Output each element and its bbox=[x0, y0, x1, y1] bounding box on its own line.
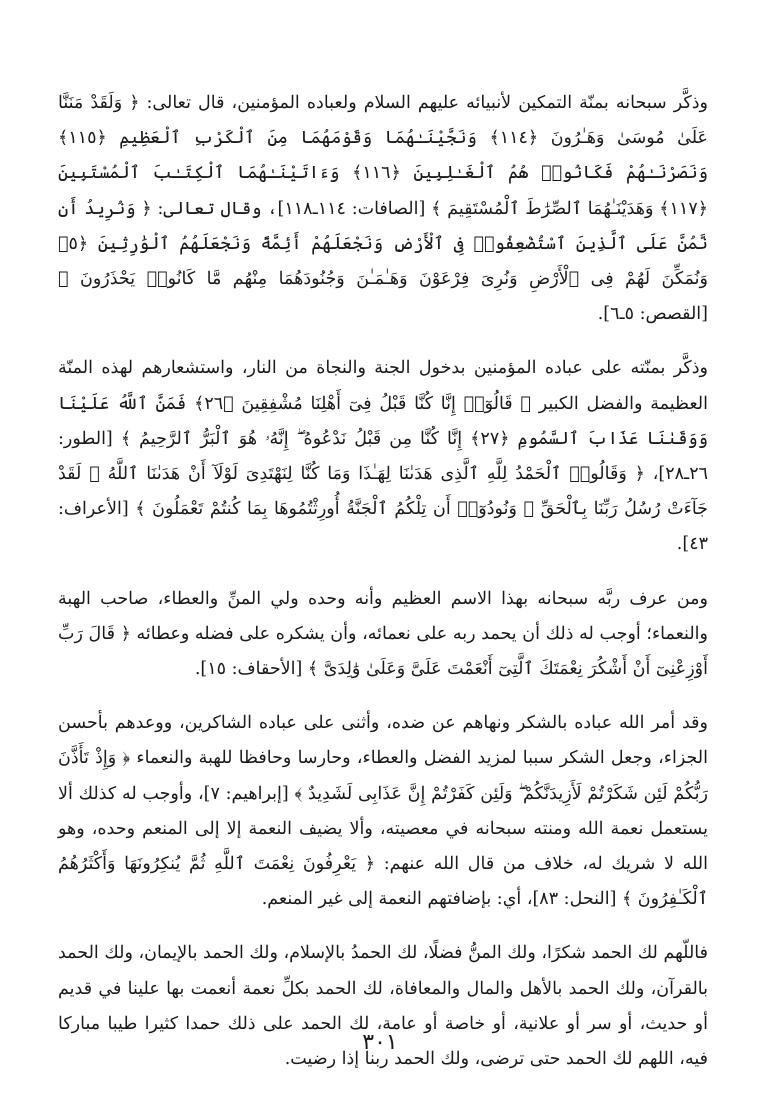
paragraph-hamd: ومن عرف ربَّه سبحانه بهذا الاسم العظيم وأنه وحده ولي المنِّ والعطاء، صاحب الهبة والنعماء؛ أوجب له ذلك أن يحمد ربه على نعمائه، وأن يشكره على فضله وعطائه ﴿ قَالَ رَبِّ أَوْزِعْنِىٓ أَنْ أَشْكُرَ نِعْمَتَكَ ٱلَّتِىٓ أَنْعَمْتَ عَلَىَّ وَعَلَىٰ وَٰلِدَىَّ ﴾ [الأحقاف: ١٥]. bbox=[58, 588, 708, 680]
paragraph-tamkeen: وذكَّر سبحانه بمنّة التمكين لأنبيائه عليهم السلام ولعباده المؤمنين، قال تعالى: ﴿ وَلَقَدْ مَنَنَّا عَلَىٰ مُوسَىٰ وَهَـٰرُونَ ﴿١١٤﴾ وَنَجَّيْنَـٰهُمَا وَقَوْمَهُمَا مِنَ ٱلْكَرْبِ ٱلْعَظِيمِ ﴿١١٥﴾ وَنَصَرْنَـٰهُمْ فَكَانُوا۟ هُمُ ٱلْغَـٰلِبِينَ ﴿١١٦﴾ وَءَاتَيْنَـٰهُمَا ٱلْكِتَـٰبَ ٱلْمُسْتَبِينَ ﴿١١٧﴾ وَهَدَيْنَـٰهُمَا ٱلصِّرَٰطَ ٱلْمُسْتَقِيمَ ﴾ [الصافات: ١١٤ـ١١٨]، وقال تعالى: ﴿ وَنُرِيدُ أَن نَّمُنَّ عَلَى ٱلَّذِينَ ٱسْتُضْعِفُوا۟ فِى ٱلْأَرْضِ وَنَجْعَلَهُمْ أَئِمَّةً وَنَجْعَلَهُمُ ٱلْوَٰرِثِينَ ﴿٥﴾ وَنُمَكِّنَ لَهُمْ فِى ٱلْأَرْضِ وَنُرِىَ فِرْعَوْنَ وَهَـٰمَـٰنَ وَجُنُودَهُمَا مِنْهُم مَّا كَانُوا۟ يَحْذَرُونَ ﴾ [القصص: ٥ـ٦]. bbox=[58, 93, 708, 325]
page-number: ٣٠١ bbox=[362, 1030, 398, 1055]
paragraph-shukr: وقد أمر الله عباده بالشكر ونهاهم عن ضده، وأثنى على عباده الشاكرين، ووعدهم بأحسن الجزاء، وجعل الشكر سببا لمزيد الفضل والعطاء، وحارسا وحافظا للهبة والنعماء ﴿ وَإِذْ تَأَذَّنَ رَبُّكُمْ لَئِن شَكَرْتُمْ لَأَزِيدَنَّكُمْ ۖ وَلَئِن كَفَرْتُمْ إِنَّ عَذَابِى لَشَدِيدٌ ﴾ [إبراهيم: ٧]، وأوجب له كذلك ألا يستعمل نعمة الله ومنته سبحانه في معصيته، وألا يضيف النعمة إلا إلى المنعم وحده، وهو الله لا شريك له، خلاف من قال الله عنهم: ﴿ يَعْرِفُونَ نِعْمَتَ ٱللَّهِ ثُمَّ يُنكِرُونَهَا وَأَكْثَرُهُمُ ٱلْكَـٰفِرُونَ ﴾ [النحل: ٨٣]، أي: بإضافتهم النعمة إلى غير المنعم. bbox=[58, 713, 708, 910]
paragraph-jannah: وذكَّر بمنّته على عباده المؤمنين بدخول الجنة والنجاة من النار، واستشعارهم لهذه المنّة العظيمة والفضل الكبير ﴿ قَالُوٓا۟ إِنَّا كُنَّا قَبْلُ فِىٓ أَهْلِنَا مُشْفِقِينَ ﴿٢٦﴾ فَمَنَّ ٱللَّهُ عَلَيْنَا وَوَقَىٰنَا عَذَابَ ٱلسَّمُومِ ﴿٢٧﴾ إِنَّا كُنَّا مِن قَبْلُ نَدْعُوهُ ۖ إِنَّهُۥ هُوَ ٱلْبَرُّ ٱلرَّحِيمُ ﴾ [الطور: ٢٦ـ٢٨]، ﴿ وَقَالُوا۟ ٱلْحَمْدُ لِلَّهِ ٱلَّذِى هَدَىٰنَا لِهَـٰذَا وَمَا كُنَّا لِنَهْتَدِىَ لَوْلَآ أَنْ هَدَىٰنَا ٱللَّهُ ۖ لَقَدْ جَآءَتْ رُسُلُ رَبِّنَا بِٱلْحَقِّ ۖ وَنُودُوٓا۟ أَن تِلْكُمُ ٱلْجَنَّةُ أُورِثْتُمُوهَا بِمَا كُنتُمْ تَعْمَلُونَ ﴾ [الأعراف: ٤٣]. bbox=[58, 358, 708, 555]
paragraph-dua: فاللّهم لك الحمد شكرًا، ولك المنُّ فضلًا، لك الحمدُ بالإسلام، ولك الحمد بالإيمان، ولك الحمد بالقرآن، ولك الحمد بالأهل والمال والمعافاة، لك الحمد بكلِّ نعمة أنعمت بها علينا في قديم أو حديث، أو سر أو علانية، أو خاصة أو عامة، لك الحمد على ذلك حمدا كثيرا طيبا مباركا فيه، اللهم لك الحمد حتى ترضى، ولك الحمد ربنا إذا رضيت. bbox=[58, 943, 708, 1070]
page-body bbox=[58, 86, 708, 1077]
